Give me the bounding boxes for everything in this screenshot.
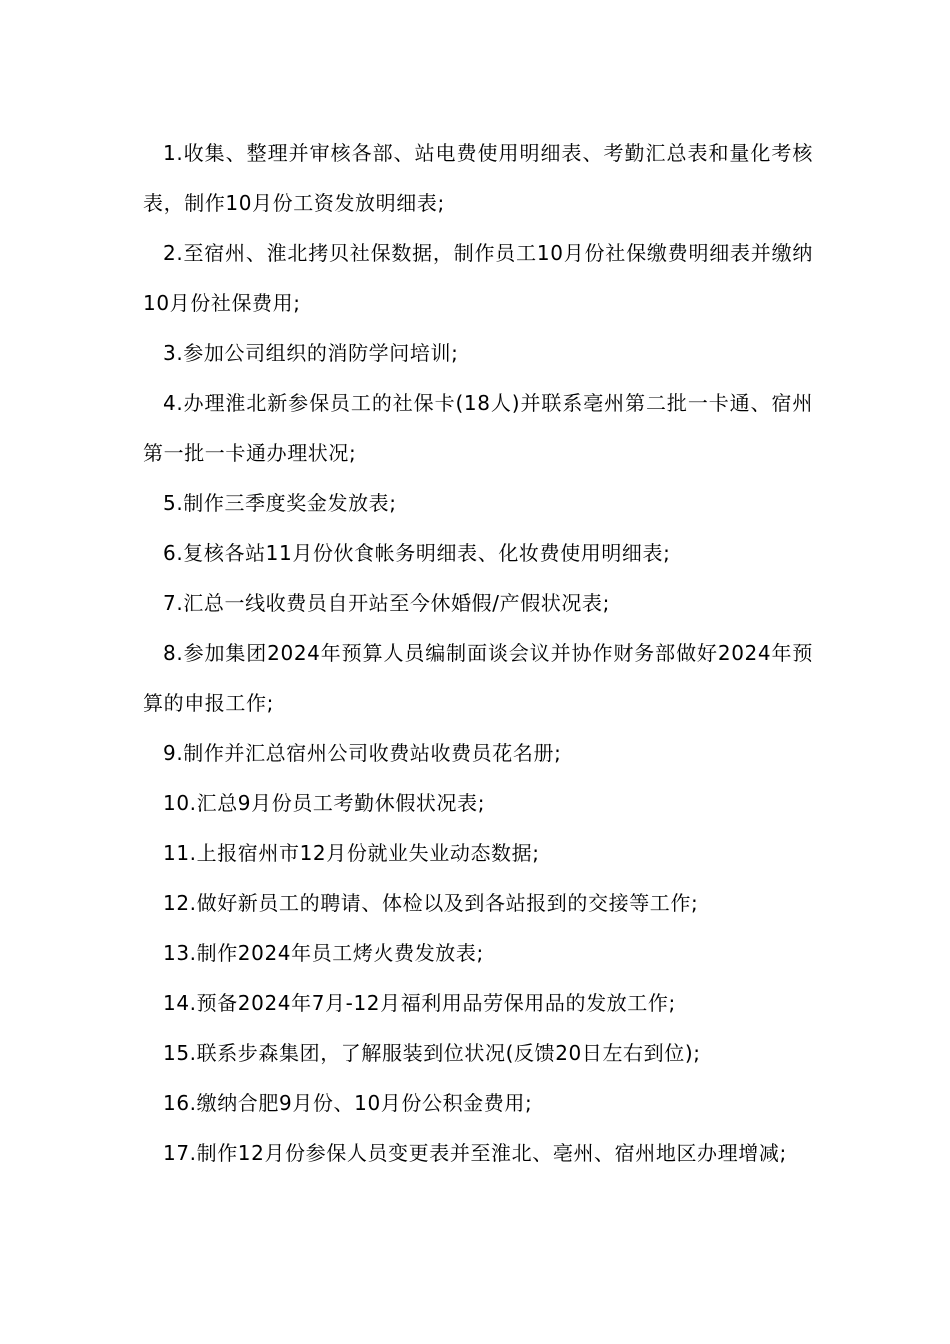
list-item-3: 3.参加公司组织的消防学问培训; <box>163 341 459 365</box>
list-item-2: 2.至宿州、淮北拷贝社保数据，制作员工10月份社保缴费明细表并缴纳10月份社保费用; <box>143 241 813 315</box>
list-item-5: 5.制作三季度奖金发放表; <box>163 491 397 515</box>
list-item-4: 4.办理淮北新参保员工的社保卡(18人)并联系亳州第二批一卡通、宿州第一批一卡通办理状况; <box>143 391 813 465</box>
list-item-9: 9.制作并汇总宿州公司收费站收费员花名册; <box>163 741 562 765</box>
list-item-6: 6.复核各站11月份伙食帐务明细表、化妆费使用明细表; <box>163 541 671 565</box>
list-item-1: 1.收集、整理并审核各部、站电费使用明细表、考勤汇总表和量化考核表，制作10月份工资发放明细表; <box>143 141 813 215</box>
list-item-14: 14.预备2024年7月-12月福利用品劳保用品的发放工作; <box>163 991 676 1015</box>
list-item-12: 12.做好新员工的聘请、体检以及到各站报到的交接等工作; <box>163 891 699 915</box>
list-item-15: 15.联系步森集团，了解服装到位状况(反馈20日左右到位); <box>163 1041 701 1065</box>
list-item-17: 17.制作12月份参保人员变更表并至淮北、亳州、宿州地区办理增减; <box>163 1141 787 1165</box>
list-item-8: 8.参加集团2024年预算人员编制面谈会议并协作财务部做好2024年预算的申报工作; <box>143 641 813 715</box>
list-item-16: 16.缴纳合肥9月份、10月份公积金费用; <box>163 1091 533 1115</box>
document-body <box>143 128 813 1178</box>
list-item-10: 10.汇总9月份员工考勤休假状况表; <box>163 791 486 815</box>
list-item-7: 7.汇总一线收费员自开站至今休婚假/产假状况表; <box>163 591 610 615</box>
list-item-11: 11.上报宿州市12月份就业失业动态数据; <box>163 841 540 865</box>
list-item-13: 13.制作2024年员工烤火费发放表; <box>163 941 484 965</box>
